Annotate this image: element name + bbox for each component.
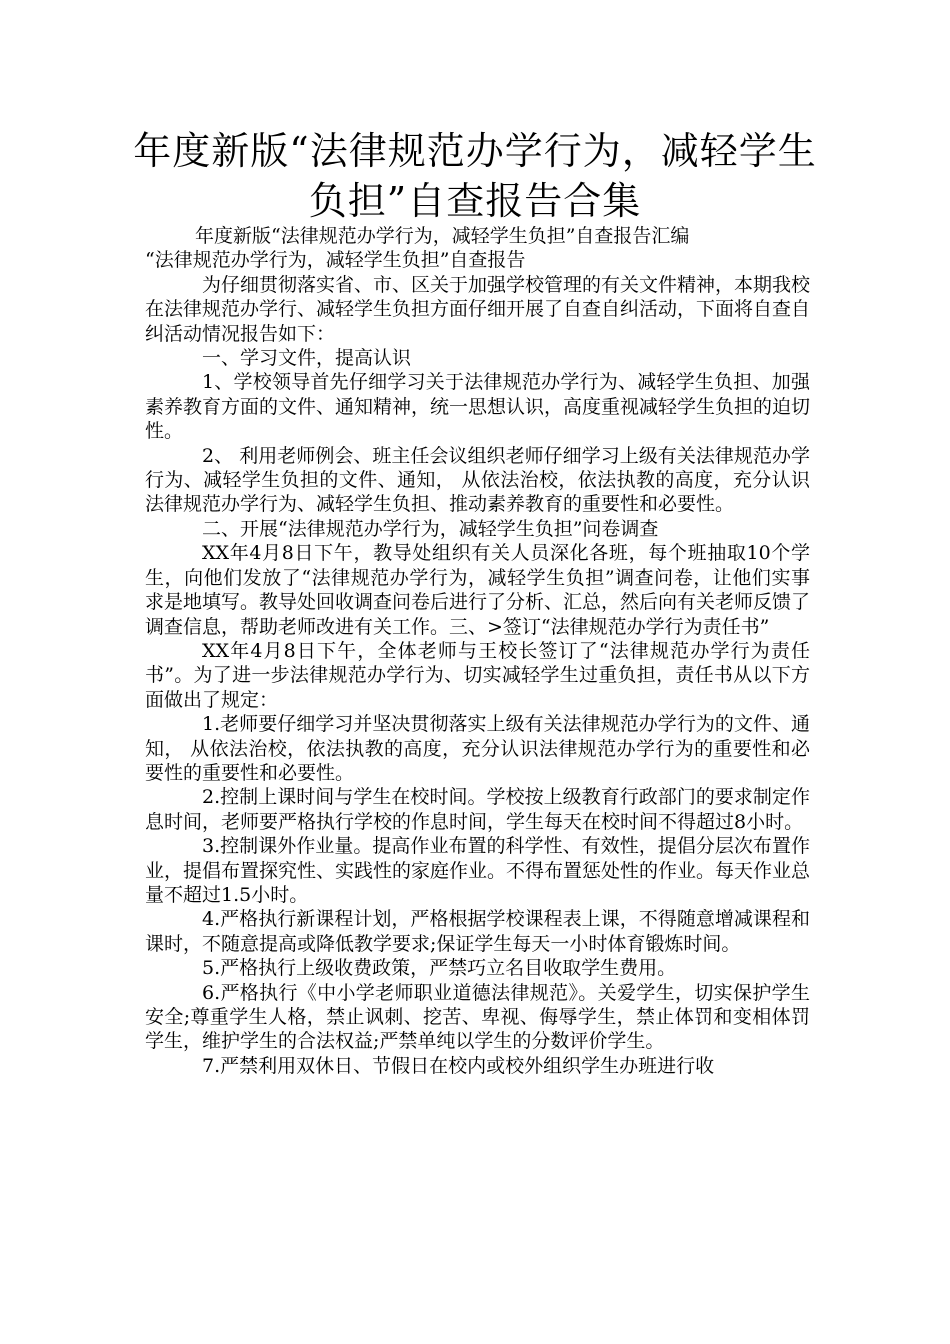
document-title-line-1: 年度新版“法律规范办学行为，减轻学生 (133, 129, 817, 173)
document-body (145, 224, 810, 1078)
rule-item-5: 5.严格执行上级收费政策，严禁巧立名目收取学生费用。 (202, 957, 677, 980)
paragraph-item-1: 1、学校领导首先仔细学习关于法律规范办学行为、减轻学生负担、加强素养教育方面的文件、通知精神，统一思想认识，高度重视减轻学生负担的迫切性。 (145, 371, 811, 443)
paragraph-intro: 为仔细贯彻落实省、市、区关于加强学校管理的有关文件精神，本期我校在法律规范办学行、减轻学生负担方面仔细开展了自查自纠活动，下面将自查自纠活动情况报告如下： (145, 273, 811, 345)
paragraph-responsibility: XX年4月8日下午，全体老师与王校长签订了“法律规范办学行为责任书”。为了进一步法律规范办学行为、切实减轻学生过重负担，责任书从以下方面做出了规定： (145, 639, 810, 711)
rule-item-2: 2.控制上课时间与学生在校时间。学校按上级教育行政部门的要求制定作息时间，老师要严格执行学校的作息时间，学生每天在校时间不得超过8小时。 (145, 786, 810, 833)
rule-item-4: 4.严格执行新课程计划，严格根据学校课程表上课，不得随意增减课程和课时，不随意提高或降低教学要求;保证学生每天一小时体育锻炼时间。 (145, 908, 810, 955)
paragraph-report-title: “法律规范办学行为，减轻学生负担”自查报告 (145, 249, 526, 272)
section-heading-1: 一、学习文件，提高认识 (202, 347, 412, 370)
paragraph-item-2: 2、 利用老师例会、班主任会议组织老师仔细学习上级有关法律规范办学行为、减轻学生负担的文件、通知， 从依法治校，依法执教的高度，充分认识法律规范办学行为、减轻学生负担、推动素养教育的重要性和必要性。 (145, 444, 810, 516)
rule-item-6: 6.严格执行《中小学老师职业道德法律规范》。关爱学生，切实保护学生安全;尊重学生人格，禁止讽刺、挖苦、卑视、侮辱学生，禁止体罚和变相体罚学生，维护学生的合法权益;严禁单纯以学生的分数评价学生。 (145, 981, 810, 1053)
rule-item-7: 7.严禁利用双休日、节假日在校内或校外组织学生办班进行收 (202, 1054, 715, 1077)
document-title-line-2: 负担”自查报告合集 (308, 179, 642, 223)
rule-item-1: 1.老师要仔细学习并坚决贯彻落实上级有关法律规范办学行为的文件、通知， 从依法治校，依法执教的高度，充分认识法律规范办学行为的重要性和必要性的重要性和必要性。 (145, 713, 810, 784)
rule-item-3: 3.控制课外作业量。提高作业布置的科学性、有效性，提倡分层次布置作业，提倡布置探究性、实践性的家庭作业。不得布置惩处性的作业。每天作业总量不超过1.5小时。 (145, 835, 811, 906)
paragraph-survey: XX年4月8日下午，教导处组织有关人员深化各班，每个班抽取10个学生，向他们发放了“法律规范办学行为，减轻学生负担”调查问卷，让他们实事求是地填写。教导处回收调查问卷后进行了分析、汇总，然后向有关老师反馈了调查信息，帮助老师改进有关工作。三、>签订“法律规范办学行为责任书” (145, 542, 811, 638)
section-heading-2: 二、开展“法律规范办学行为，减轻学生负担”问卷调查 (202, 517, 659, 540)
paragraph-subtitle: 年度新版“法律规范办学行为，减轻学生负担”自查报告汇编 (195, 225, 690, 247)
